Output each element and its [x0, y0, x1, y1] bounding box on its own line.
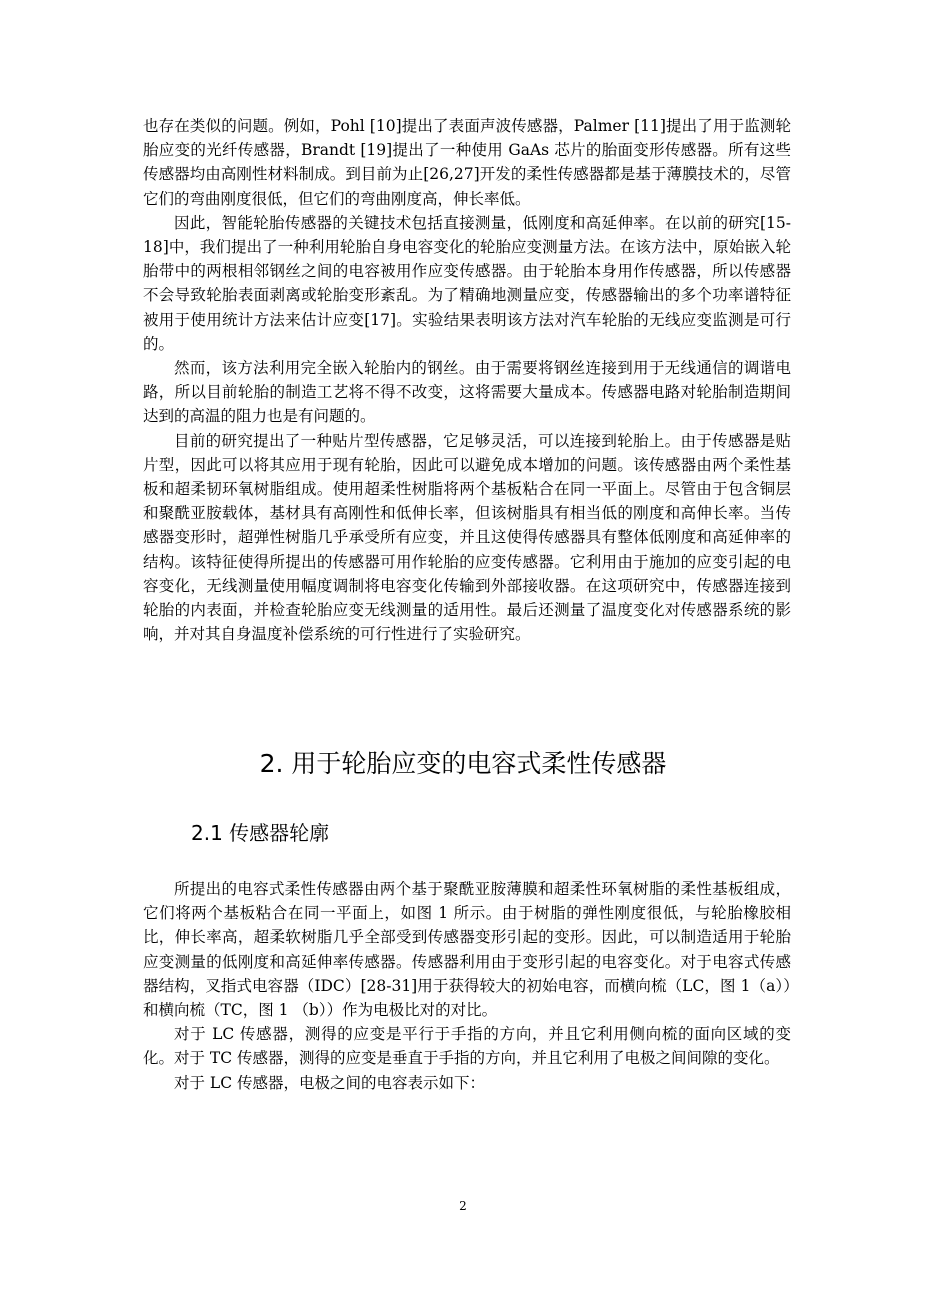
- paragraph: 所提出的电容式柔性传感器由两个基于聚酰亚胺薄膜和超柔性环氧树脂的柔性基板组成，它们将两个基板粘合在同一平面上，如图 1 所示。由于树脂的弹性刚度很低，与轮胎橡胶相比，伸长率高，超柔软树脂几乎全部受到传感器变形引起的变形。因此，可以制造适用于轮胎应变测量的低刚度和高延伸率传感器。传感器利用由于变形引起的电容变化。对于电容式传感器结构，叉指式电容器（IDC）[28-31]用于获得较大的初始电容，而横向梳（LC，图 1（a））和横向梳（TC，图 1 （b））作为电极比对的对比。: [143, 880, 791, 1020]
- page-number: 2: [459, 1199, 467, 1213]
- paragraph: 对于 LC 传感器，测得的应变是平行于手指的方向，并且它利用侧向梳的面向区域的变化。对于 TC 传感器，测得的应变是垂直于手指的方向，并且它利用了电极之间间隙的变化。: [143, 1025, 791, 1068]
- paragraph: 目前的研究提出了一种贴片型传感器，它足够灵活，可以连接到轮胎上。由于传感器是贴片型，因此可以将其应用于现有轮胎，因此可以避免成本增加的问题。该传感器由两个柔性基板和超柔韧环氧树脂组成。使用超柔性树脂将两个基板粘合在同一平面上。尽管由于包含铜层和聚酰亚胺载体，基材具有高刚性和低伸长率，但该树脂具有相当低的刚度和高伸长率。当传感器变形时，超弹性树脂几乎承受所有应变，并且这使得传感器具有整体低刚度和高延伸率的结构。该特征使得所提出的传感器可用作轮胎的应变传感器。它利用由于施加的应变引起的电容变化，无线测量使用幅度调制将电容变化传输到外部接收器。在这项研究中，传感器连接到轮胎的内表面，并检查轮胎应变无线测量的适用性。最后还测量了温度变化对传感器系统的影响，并对其自身温度补偿系统的可行性进行了实验研究。: [143, 431, 791, 644]
- paragraph-continued: 也存在类似的问题。例如，Pohl [10]提出了表面声波传感器，Palmer [11]提出了用于监测轮胎应变的光纤传感器，Brandt [19]提出了一种使用 GaAs 芯片的胎面变形传感器。所有这些传感器均由高刚性材料制成。到目前为止[26,27]开发的柔性传感器都是基于薄膜技术的，尽管它们的弯曲刚度很低，但它们的弯曲刚度高，伸长率低。: [143, 117, 791, 208]
- body-text-top: [143, 114, 791, 646]
- paragraph: 对于 LC 传感器，电极之间的电容表示如下：: [174, 1073, 486, 1092]
- paragraph: 因此，智能轮胎传感器的关键技术包括直接测量，低刚度和高延伸率。在以前的研究[15-18]中，我们提出了一种利用轮胎自身电容变化的轮胎应变测量方法。在该方法中，原始嵌入轮胎带中的两根相邻钢丝之间的电容被用作应变传感器。由于轮胎本身用作传感器，所以传感器不会导致轮胎表面剥离或轮胎变形紊乱。为了精确地测量应变，传感器输出的多个功率谱特征被用于使用统计方法来估计应变[17]。实验结果表明该方法对汽车轮胎的无线应变监测是可行的。: [143, 213, 791, 353]
- section-heading: 2. 用于轮胎应变的电容式柔性传感器: [259, 749, 667, 778]
- subsection-heading: 2.1 传感器轮廓: [191, 821, 330, 845]
- paragraph: 然而，该方法利用完全嵌入轮胎内的钢丝。由于需要将钢丝连接到用于无线通信的调谐电路，所以目前轮胎的制造工艺将不得不改变，这将需要大量成本。传感器电路对轮胎制造期间达到的高温的阻力也是有问题的。: [143, 359, 791, 426]
- body-text-bottom: [143, 877, 791, 1095]
